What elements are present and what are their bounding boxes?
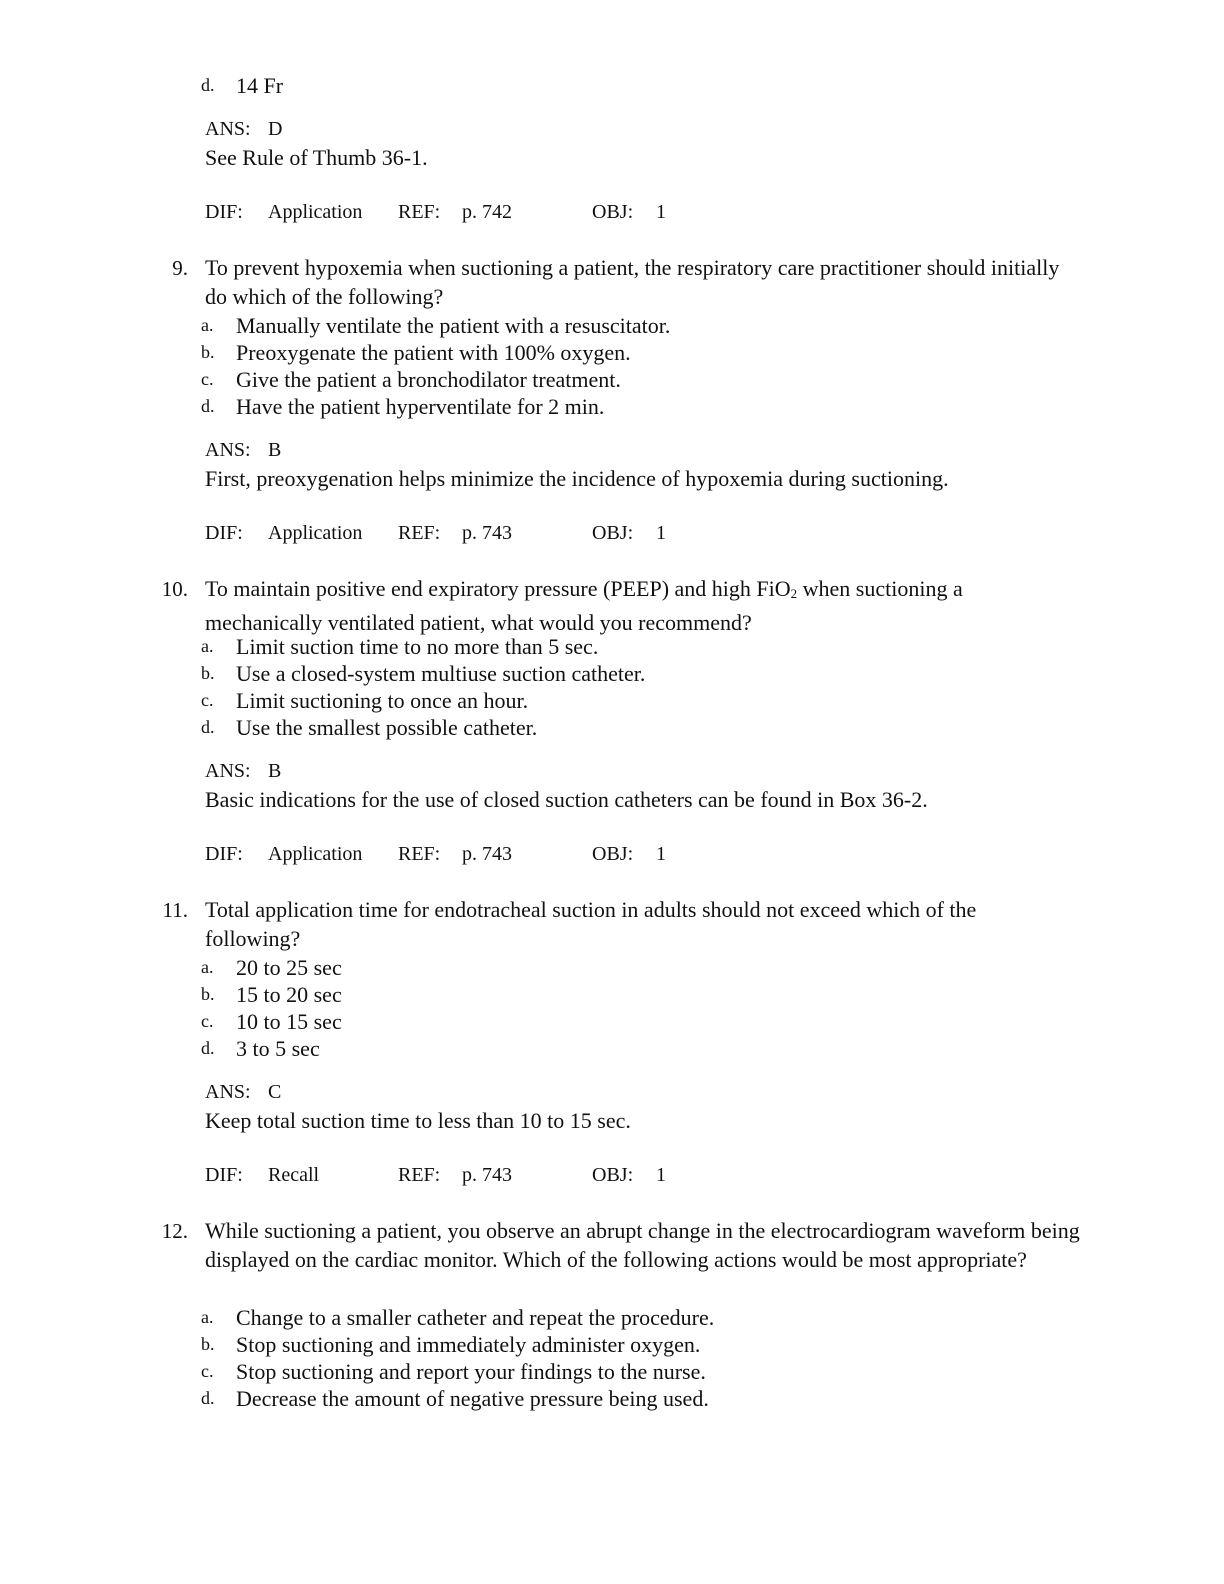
answer-label: ANS: bbox=[205, 760, 251, 782]
rationale: Basic indications for the use of closed suction catheters can be found in Box 36-2. bbox=[205, 787, 928, 812]
option-letter: a. bbox=[201, 636, 214, 656]
ref-label: REF: bbox=[398, 522, 441, 544]
option-text: 20 to 25 sec bbox=[236, 955, 342, 980]
ref-label: REF: bbox=[398, 1164, 441, 1186]
dif-label: DIF: bbox=[205, 843, 243, 865]
answer-value: C bbox=[268, 1081, 282, 1103]
answer-label: ANS: bbox=[205, 118, 251, 140]
option-text: Use the smallest possible catheter. bbox=[236, 715, 538, 740]
obj-value: 1 bbox=[656, 522, 666, 544]
answer-value: B bbox=[268, 439, 282, 461]
answer-value: B bbox=[268, 760, 282, 782]
obj-label: OBJ: bbox=[592, 843, 634, 865]
dif-value: Application bbox=[268, 201, 363, 223]
option-text: Preoxygenate the patient with 100% oxygen. bbox=[236, 340, 631, 365]
option-letter: a. bbox=[201, 315, 214, 335]
option-letter: b. bbox=[201, 342, 215, 362]
ref-value: p. 743 bbox=[462, 1164, 512, 1186]
option-letter: a. bbox=[201, 957, 214, 977]
option-text: Have the patient hyperventilate for 2 min. bbox=[236, 394, 605, 419]
option-text: Give the patient a bronchodilator treatment. bbox=[236, 367, 621, 392]
option-text: Limit suction time to no more than 5 sec. bbox=[236, 634, 599, 659]
dif-label: DIF: bbox=[205, 1164, 243, 1186]
option-letter: d. bbox=[201, 1038, 215, 1058]
option-text: Stop suctioning and immediately administer oxygen. bbox=[236, 1332, 701, 1357]
ref-value: p. 742 bbox=[462, 201, 512, 223]
option-text: 3 to 5 sec bbox=[236, 1036, 320, 1061]
option-letter: d. bbox=[201, 396, 215, 416]
ref-label: REF: bbox=[398, 201, 441, 223]
option-text: Decrease the amount of negative pressure being used. bbox=[236, 1386, 709, 1411]
option-text: 10 to 15 sec bbox=[236, 1009, 342, 1034]
subscript: 2 bbox=[790, 586, 798, 601]
rationale: Keep total suction time to less than 10 to 15 sec. bbox=[205, 1108, 631, 1133]
option-letter: c. bbox=[201, 1361, 214, 1381]
option-letter: d. bbox=[201, 717, 215, 737]
answer-label: ANS: bbox=[205, 439, 251, 461]
question-stem bbox=[205, 574, 1065, 637]
question-stem: While suctioning a patient, you observe an abrupt change in the electrocardiogram waveform being displayed on the cardiac monitor. Which of the following actions would be most appropriate? bbox=[205, 1218, 1080, 1272]
option-text: Limit suctioning to once an hour. bbox=[236, 688, 529, 713]
question-number: 10. bbox=[161, 577, 188, 601]
option-text: Stop suctioning and report your findings to the nurse. bbox=[236, 1359, 706, 1384]
option-text: 15 to 20 sec bbox=[236, 982, 342, 1007]
option-text: Manually ventilate the patient with a resuscitator. bbox=[236, 313, 671, 338]
dif-label: DIF: bbox=[205, 201, 243, 223]
rationale: First, preoxygenation helps minimize the incidence of hypoxemia during suctioning. bbox=[205, 466, 949, 491]
dif-value: Application bbox=[268, 843, 363, 865]
obj-value: 1 bbox=[656, 843, 666, 865]
question-stem-part: when suctioning a mechanically ventilated patient, what would you recommend? bbox=[205, 576, 963, 635]
question-stem: Total application time for endotracheal suction in adults should not exceed which of the following? bbox=[205, 897, 977, 951]
answer-label: ANS: bbox=[205, 1081, 251, 1103]
obj-value: 1 bbox=[656, 201, 666, 223]
option-letter: b. bbox=[201, 1334, 215, 1354]
obj-label: OBJ: bbox=[592, 201, 634, 223]
question-number: 11. bbox=[162, 898, 188, 922]
question-stem: To prevent hypoxemia when suctioning a patient, the respiratory care practitioner should initially do which of the following? bbox=[205, 255, 1060, 309]
option-letter: d. bbox=[201, 1388, 215, 1408]
option-letter: a. bbox=[201, 1307, 214, 1327]
dif-label: DIF: bbox=[205, 522, 243, 544]
obj-label: OBJ: bbox=[592, 522, 634, 544]
option-text: 14 Fr bbox=[236, 73, 284, 98]
option-letter: c. bbox=[201, 1011, 214, 1031]
obj-value: 1 bbox=[656, 1164, 666, 1186]
option-letter: b. bbox=[201, 663, 215, 683]
option-letter: c. bbox=[201, 369, 214, 389]
option-text: Use a closed-system multiuse suction catheter. bbox=[236, 661, 646, 686]
rationale: See Rule of Thumb 36-1. bbox=[205, 145, 428, 170]
question-number: 9. bbox=[172, 256, 188, 280]
obj-label: OBJ: bbox=[592, 1164, 634, 1186]
option-letter: c. bbox=[201, 690, 214, 710]
ref-value: p. 743 bbox=[462, 522, 512, 544]
option-letter: b. bbox=[201, 984, 215, 1004]
dif-value: Recall bbox=[268, 1164, 320, 1186]
ref-value: p. 743 bbox=[462, 843, 512, 865]
option-letter: d. bbox=[201, 75, 215, 95]
question-number: 12. bbox=[161, 1219, 188, 1243]
ref-label: REF: bbox=[398, 843, 441, 865]
question-stem-part: To maintain positive end expiratory pressure (PEEP) and high FiO bbox=[205, 576, 791, 601]
dif-value: Application bbox=[268, 522, 363, 544]
answer-value: D bbox=[268, 118, 283, 140]
option-text: Change to a smaller catheter and repeat the procedure. bbox=[236, 1305, 715, 1330]
